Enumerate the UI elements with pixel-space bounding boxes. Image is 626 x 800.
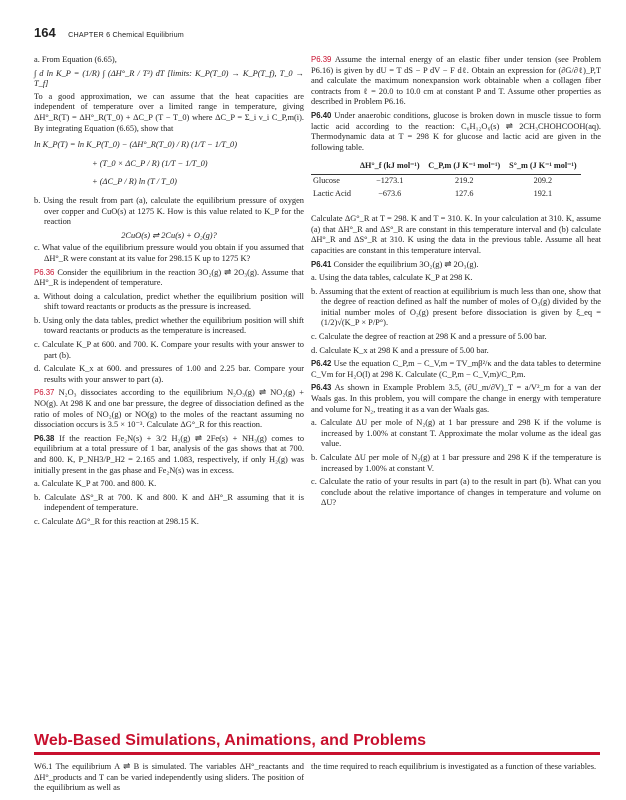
- problem-6-36-a: a. Without doing a calculation, predict whether the equilibrium position will shift toward reactants or products as the pressure is increased.: [34, 291, 304, 312]
- part-c-text: c. What value of the equilibrium pressure would you obtain if you assumed that ΔH°_R were constant at its value for 298.15 K up to 1275 K?: [34, 243, 304, 263]
- problem-6-36-c: c. Calculate K_P at 600. and 700. K. Compare your results with your answer to part (b).: [34, 340, 304, 360]
- part-a-text: To a good approximation, we can assume that the heat capacities are independent of temperature over a limited range in temperature, giving ΔH°_R(T) = ΔH°_R(T_0) + ΔC_P (T − T_0) where ΔC_P = Σ_i ν_i C_P,m(i). By integrating Equation (6.65), show that: [34, 91, 304, 133]
- part-a-intro: a. From Equation (6.65),: [34, 55, 117, 64]
- table-header-cell: C_P,m (J K⁻¹ mol⁻¹): [424, 159, 505, 174]
- part-b-text: b. Using the result from part (a), calculate the equilibrium pressure of oxygen over copper and CuO(s) at 1275 K. How is this value related to K_P for the reaction: [34, 195, 304, 227]
- problem-6-36-d: d. Calculate K_x at 600. and pressures of 1.00 and 2.25 bar. Compare your results with your answer to part (a).: [34, 364, 304, 384]
- table-cell: Lactic Acid: [313, 188, 351, 198]
- table-cell: 219.2: [455, 175, 474, 185]
- problem-6-42: [311, 359, 601, 380]
- problem-6-38-a: a. Calculate K_P at 700. and 800. K.: [34, 479, 157, 489]
- problem-label: P6.42: [311, 359, 332, 369]
- equation-integral: ∫ d ln K_P = (1/R) ∫ (ΔH°_R / T²) dT [limits: K_P(T_0) → K_P(T_f), T_0 → T_f]: [34, 68, 304, 89]
- equation-line-2: + (T_0 × ΔC_P / R) (1/T − 1/T_0): [92, 158, 208, 168]
- problem-6-39: [311, 55, 601, 108]
- table-header-cell: [311, 159, 356, 174]
- problem-label: P6.39: [311, 55, 332, 64]
- equation-line-1: ln K_P(T) = ln K_P(T_0) − (ΔH°_R(T_0) / R) (1/T − 1/T_0): [34, 140, 238, 150]
- web-section-heading: Web-Based Simulations, Animations, and Problems: [34, 732, 427, 749]
- problem-6-38: [34, 434, 304, 476]
- problem-label: P6.41: [311, 259, 332, 269]
- problem-6-41-d: d. Calculate K_x at 298 K and a pressure of 5.00 bar.: [311, 345, 489, 355]
- problem-6-43-b: b. Calculate ΔU per mole of N₂(g) at 1 bar pressure and 298 K if the temperature is increased by 1.00% at constant V.: [311, 453, 601, 473]
- problem-6-36-b: b. Using only the data tables, predict whether the equilibrium position will shift toward reactants or products as the temperature is increased.: [34, 315, 304, 336]
- table-cell: Glucose: [313, 175, 340, 185]
- part-b-reaction: 2CuO(s) ⇌ 2Cu(s) + O₂(g)?: [121, 230, 217, 240]
- problem-text: As shown in Example Problem 3.5, (∂U_m/∂V)_T = a/V²_m for a van der Waals gas. In this problem, you will compare the change in energy with temperature and volume for N₂, treating it as a van der Waals gas.: [311, 383, 601, 414]
- web-problem-6-1-right: the time required to reach equilibrium is investigated as a function of these variables.: [311, 762, 597, 771]
- table-header-cell: ΔH°_f (kJ mol⁻¹): [356, 159, 424, 174]
- problem-6-40: [311, 111, 601, 153]
- problem-text: Consider the equilibrium in the reaction 3O₂(g) ⇌ 2O₃(g). Assume that ΔH°_R is independent of temperature.: [34, 267, 304, 288]
- problem-6-41-a: a. Using the data tables, calculate K_P at 298 K.: [311, 273, 473, 283]
- problem-text: Use the equation C_P,m − C_V,m = TV_mβ²/κ and the data tables to determine C_Vm for H₂O(l) at 298 K. Calculate (C_P,m − C_V,m)/C_P,m.: [311, 359, 602, 379]
- problem-label: P6.36: [34, 267, 55, 277]
- right-column: [311, 55, 601, 512]
- page-header: [34, 24, 184, 42]
- equation-line-3: + (ΔC_P / R) ln (T / T_0): [92, 177, 177, 187]
- problem-label: P6.38: [34, 433, 55, 443]
- problem-6-41: [311, 260, 601, 271]
- problem-6-41-b: b. Assuming that the extent of reaction at equilibrium is much less than one, show that the degree of reaction defined as half the number of moles of O₃(g) divided by the initial number moles of O₂(g) present before dissociation is given by ξ_eq = (1/2)√(K_P × P/P°).: [311, 286, 601, 328]
- table-header-cell: S°_m (J K⁻¹ mol⁻¹): [505, 159, 581, 174]
- problem-label: P6.43: [311, 383, 332, 393]
- problem-6-37: [34, 388, 304, 430]
- section-divider: [34, 752, 600, 755]
- table-row: [311, 174, 581, 187]
- left-column: [34, 55, 304, 531]
- chapter-title: CHAPTER 6 Chemical Equilibrium: [68, 30, 184, 39]
- table-cell: 127.6: [455, 188, 474, 198]
- table-row: [311, 188, 581, 201]
- problem-text: N₂O₃ dissociates according to the equilibrium N₂O₃(g) ⇌ NO₂(g) + NO(g). At 298 K and one bar pressure, the degree of dissociation defined as the ratio of moles of NO₂(g) or NO(g) to the moles of the reactant assuming no dissociation occurs is 3.5 × 10⁻³. Calculate ΔG°_R for this reaction.: [34, 388, 304, 430]
- problem-text: Consider the equilibrium 3O₂(g) ⇌ 2O₃(g).: [333, 259, 479, 269]
- problem-text: Under anaerobic conditions, glucose is broken down in muscle tissue to form lactic acid according to the reaction: C₆H₁₂O₆(s) ⇌ 2CH₃CHOHCOOH(aq). Thermodynamic data at T = 298 K for glucose and lactic acid are given in the following table.: [311, 110, 602, 152]
- problem-6-40-continued: Calculate ΔG°_R at T = 298. K and T = 310. K. In your calculation at 310. K, assume (a) that ΔH°_R and ΔS°_R are constant in this temperature interval and (b) calculate ΔH°_R and ΔS°_R at 310. K using the data in the previous table. Assume all heat capacities are constant in this temperature interval.: [311, 214, 601, 255]
- table-header-row: [311, 159, 581, 174]
- page-number: 164: [34, 25, 56, 40]
- table-cell: −1273.1: [376, 175, 404, 185]
- table-cell: 209.2: [533, 175, 553, 185]
- web-problem-6-1-left: W6.1 The equilibrium A ⇌ B is simulated. The variables ΔH°_reactants and ΔH°_products and T can be varied independently using sliders. The position of the equilibrium as well as: [34, 762, 304, 793]
- table-cell: −673.6: [378, 188, 402, 198]
- problem-6-38-c: c. Calculate ΔG°_R for this reaction at 298.15 K.: [34, 516, 199, 526]
- problem-6-36: [34, 268, 304, 289]
- problem-6-41-c: c. Calculate the degree of reaction at 298 K and a pressure of 5.00 bar.: [311, 332, 547, 342]
- problem-label: P6.37: [34, 388, 55, 398]
- table-cell: 192.1: [533, 188, 553, 198]
- problem-label: P6.40: [311, 110, 332, 120]
- problem-text: If the reaction Fe₂N(s) + 3/2 H₂(g) ⇌ 2Fe(s) + NH₃(g) comes to equilibrium at a total pressure of 1 bar, analysis of the gas shows that at 700. and 800. K, P_NH3/P_H2 = 2.165 and 1.083, respectively, if only H₂(g) was initially present in the gas phase and Fe₂N(s) was in excess.: [34, 433, 305, 475]
- problem-6-43-a: a. Calculate ΔU per mole of N₂(g) at 1 bar pressure and 298 K if the volume is increased by 1.00% at constant T. Approximate the molar volume as the ideal gas value.: [311, 418, 601, 449]
- problem-6-38-b: b. Calculate ΔS°_R at 700. K and 800. K and ΔH°_R assuming that it is independent of temperature.: [34, 492, 304, 513]
- problem-text: Assume the internal energy of an elastic fiber under tension (see Problem P6.16) is given by dU = T dS − P dV − F dℓ. Obtain an expression for (∂G/∂ℓ)_P,T and calculate the maximum nonexpansion work obtainable when a collagen fiber contracts from ℓ = 20.0 to 10.0 cm at constant P and T. Assume other properties as described in Problem P6.16.: [311, 55, 601, 107]
- thermo-data-table: [311, 159, 581, 200]
- problem-6-43: [311, 383, 601, 415]
- problem-6-43-c: c. Calculate the ratio of your results in part (a) to the result in part (b). What can you conclude about the relative importance of changes in temperature and volume on ΔU?: [311, 477, 601, 508]
